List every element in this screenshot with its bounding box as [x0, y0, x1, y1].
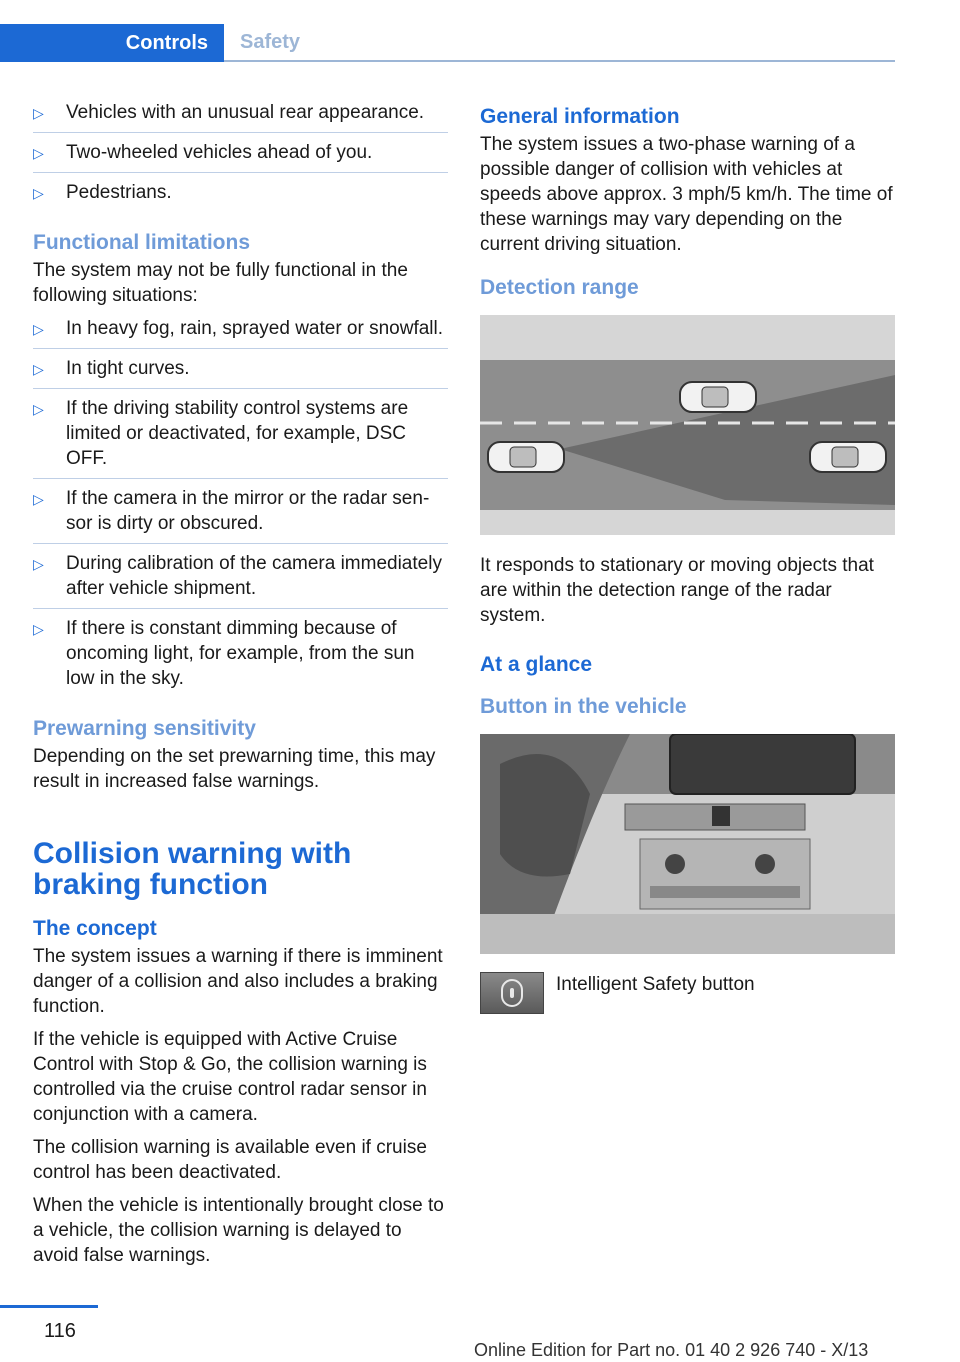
general-info-heading: General information	[480, 105, 680, 128]
prewarning-heading: Prewarning sensitivity	[33, 717, 256, 740]
intelligent-safety-button-icon	[480, 972, 544, 1014]
list-item: ▷ If the driving stability control systems are limited or deactivated, for example, DSC OFF.	[33, 396, 448, 479]
edition-text: Online Edition for Part no. 01 40 2 926 740 - X/13	[474, 1340, 869, 1360]
functional-limitations-intro: The system may not be fully functional in the following situations:	[33, 260, 408, 306]
triangle-bullet-icon: ▷	[33, 105, 44, 121]
header-tabs	[0, 24, 895, 62]
detection-range-heading: Detection range	[480, 276, 639, 299]
dashboard-illustration	[480, 734, 895, 954]
list-item: ▷ If there is constant dimming because of oncoming light, for example, from the sun low in the sky.	[33, 618, 415, 689]
triangle-bullet-icon: ▷	[33, 361, 44, 377]
footer-divider	[0, 1305, 98, 1308]
right-column	[480, 100, 895, 1014]
intelligent-safety-row	[480, 972, 895, 1014]
prewarning-text: Depending on the set prewarning time, this may result in increased false warnings.	[33, 746, 436, 792]
concept-paragraph: The system issues a warning if there is imminent danger of a collision and also includes a braking function.	[33, 946, 443, 1017]
list-item: ▷ Two-wheeled vehicles ahead of you.	[33, 140, 448, 173]
triangle-bullet-icon: ▷	[33, 145, 44, 161]
left-column	[33, 100, 448, 1276]
tab-controls[interactable]: Controls	[0, 24, 224, 62]
own-vehicle-icon	[488, 442, 564, 472]
list-item: ▷ Vehicles with an unusual rear appearance.	[33, 100, 448, 133]
list-item: ▷ During calibration of the camera immediately after vehicle shipment.	[33, 551, 448, 609]
car-right-icon	[810, 442, 886, 472]
intelligent-safety-label: Intelligent Safety button	[556, 974, 755, 995]
tab-safety[interactable]: Safety	[224, 24, 895, 62]
concept-paragraph: The collision warning is available even if cruise control has been deactivated.	[33, 1137, 427, 1183]
triangle-bullet-icon: ▷	[33, 401, 44, 417]
triangle-bullet-icon: ▷	[33, 556, 44, 572]
button-in-vehicle-heading: Button in the vehicle	[480, 695, 687, 718]
list-item: ▷ If the camera in the mirror or the radar sensor is dirty or obscured.	[33, 486, 448, 544]
triangle-bullet-icon: ▷	[33, 321, 44, 337]
list-item: ▷ Pedestrians.	[33, 180, 448, 212]
section-title: Collision warning with braking function	[33, 837, 352, 901]
triangle-bullet-icon: ▷	[33, 185, 44, 201]
concept-paragraph: If the vehicle is equipped with Active Cruise Control with Stop & Go, the collision warning is controlled via the cruise control radar sensor in conjunction with a camera.	[33, 1029, 427, 1125]
triangle-bullet-icon: ▷	[33, 491, 44, 507]
concept-paragraph: When the vehicle is intentionally brought close to a vehicle, the collision warning is delayed to avoid false warnings.	[33, 1195, 444, 1266]
detection-range-illustration	[480, 315, 895, 535]
page-number: 116	[44, 1320, 76, 1342]
functional-limitations-heading: Functional limitations	[33, 231, 251, 254]
concept-heading: The concept	[33, 917, 157, 940]
at-a-glance-heading: At a glance	[480, 653, 593, 676]
vehicle-bullet-list	[33, 100, 448, 212]
limitations-list	[33, 316, 448, 698]
triangle-bullet-icon: ▷	[33, 621, 44, 637]
list-item: ▷ In heavy fog, rain, sprayed water or snowfall.	[33, 316, 448, 349]
car-ahead-icon	[680, 382, 756, 412]
detection-range-text: It responds to stationary or moving objects that are within the detection range of the radar system.	[480, 555, 874, 626]
list-item: ▷ In tight curves.	[33, 356, 448, 389]
general-info-text: The system issues a two-phase warning of a possible danger of collision with vehicles at speeds above approx. 3 mph/5 km/h. The time of these warnings may vary depending on the current driving situation.	[480, 134, 893, 255]
